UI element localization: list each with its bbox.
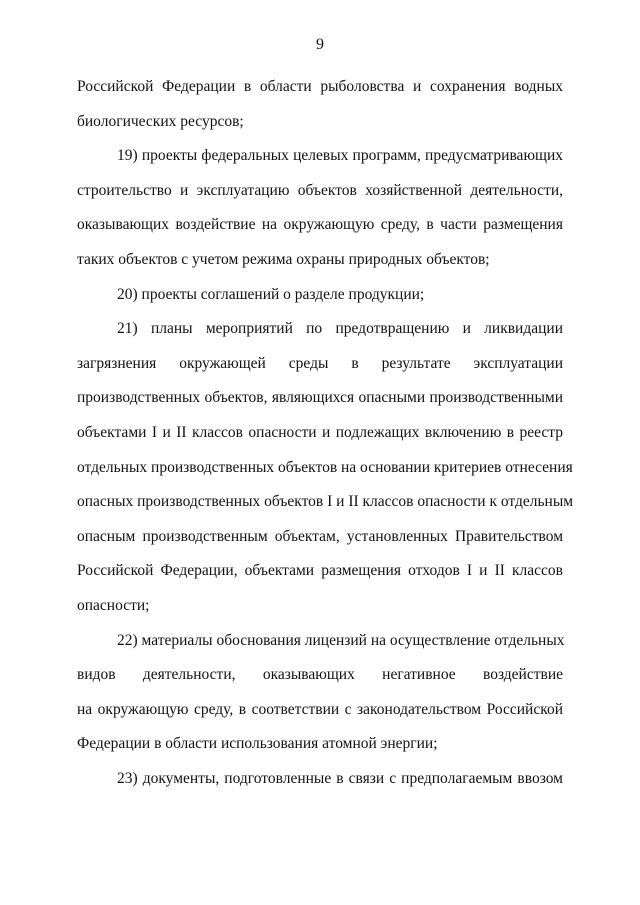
text-line: 19) проекты федеральных целевых программ, предусматривающих bbox=[117, 147, 563, 165]
text-line: Российской Федерации в области рыболовства и сохранения водных bbox=[77, 78, 563, 95]
text-line: 23) документы, подготовленные в связи с предполагаемым ввозом bbox=[117, 769, 563, 787]
text-line: 22) материалы обоснования лицензий на осуществление отдельных bbox=[117, 631, 565, 649]
text-line: таких объектов с учетом режима охраны природных объектов; bbox=[77, 250, 490, 268]
text-line: опасных производственных объектов I и II классов опасности к отдельным bbox=[77, 493, 574, 511]
page-number: 9 bbox=[316, 36, 324, 53]
text-line: оказывающих воздействие на окружающую среду, в части размещения bbox=[77, 216, 563, 234]
text-line: 20) проекты соглашений о разделе продукции; bbox=[117, 285, 425, 303]
text-line: производственных объектов, являющихся опасными производственными bbox=[77, 389, 563, 407]
text-line: биологических ресурсов; bbox=[77, 112, 244, 130]
document-body bbox=[77, 70, 574, 796]
text-line: загрязнения окружающей среды в результате эксплуатации bbox=[77, 354, 563, 372]
text-line: на окружающую среду, в соответствии с законодательством Российской bbox=[77, 700, 563, 718]
text-line: объектами I и II классов опасности и подлежащих включению в реестр bbox=[77, 423, 563, 441]
text-line: опасности; bbox=[77, 596, 150, 614]
text-line: 21) планы мероприятий по предотвращению и ликвидации bbox=[117, 320, 563, 338]
text-line: видов деятельности, оказывающих негативное воздействие bbox=[77, 666, 563, 684]
text-line: Федерации в области использования атомной энергии; bbox=[77, 735, 438, 753]
text-line: опасным производственным объектам, установленных Правительством bbox=[77, 527, 563, 545]
text-line: отдельных производственных объектов на основании критериев отнесения bbox=[77, 458, 573, 476]
text-line: строительство и эксплуатацию объектов хозяйственной деятельности, bbox=[77, 181, 563, 199]
text-line: Российской Федерации, объектами размещения отходов I и II классов bbox=[77, 562, 563, 580]
